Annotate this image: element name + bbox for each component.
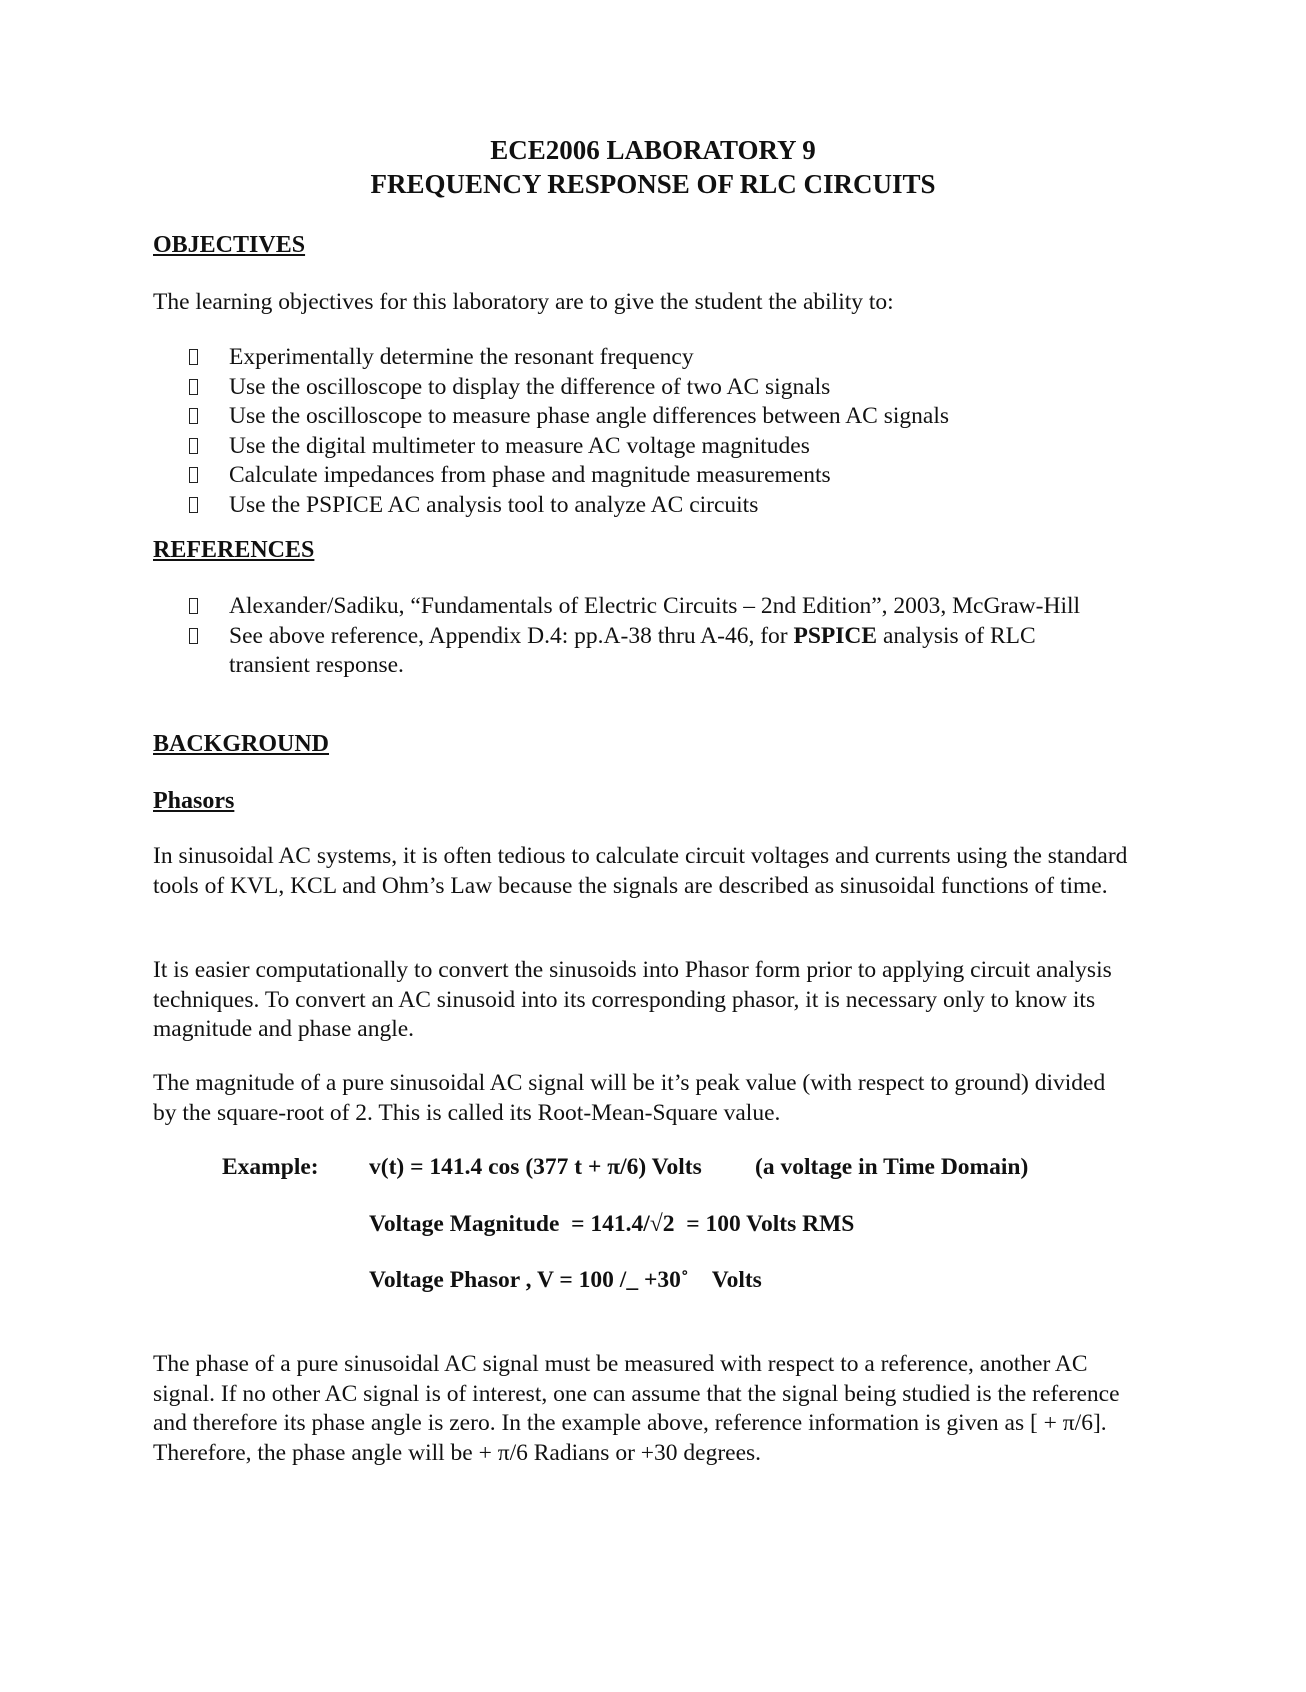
bullet-box-icon xyxy=(189,408,198,424)
list-item: Calculate impedances from phase and magnitude measurements xyxy=(187,461,1127,491)
references-list xyxy=(187,592,1087,681)
paragraph-1: In sinusoidal AC systems, it is often tedious to calculate circuit voltages and currents using the standard tools of KVL, KCL and Ohm’s Law because the signals are described as sinusoidal functions of time. xyxy=(153,843,1128,899)
voltage-magnitude-line: Voltage Magnitude = 141.4/√2 = 100 Volts RMS xyxy=(369,1211,855,1237)
title-line-1: ECE2006 LABORATORY 9 xyxy=(490,135,816,165)
references-heading: REFERENCES xyxy=(153,537,315,563)
example-label: Example: xyxy=(222,1154,319,1180)
paragraph-4: The phase of a pure sinusoidal AC signal must be measured with respect to a reference, another AC signal. If no other AC signal is of interest, one can assume that the signal being studied is the reference and therefore its phase angle is zero. In the example above, reference information is given as [ + π/6]. Therefore, the phase angle will be + π/6 Radians or +30 degrees. xyxy=(153,1351,1120,1466)
bullet-box-icon xyxy=(189,628,198,644)
list-item: See above reference, Appendix D.4: pp.A-38 thru A-46, for PSPICE analysis of RLC transient response. xyxy=(187,622,1087,681)
phasors-subheading: Phasors xyxy=(153,788,235,814)
bullet-box-icon xyxy=(189,438,198,454)
bullet-box-icon xyxy=(189,467,198,483)
objectives-list xyxy=(187,343,1127,520)
bullet-box-icon xyxy=(189,598,198,614)
bullet-box-icon xyxy=(189,497,198,513)
list-item: Alexander/Sadiku, “Fundamentals of Electric Circuits – 2nd Edition”, 2003, McGraw-Hill xyxy=(187,592,1087,622)
list-item: Experimentally determine the resonant frequency xyxy=(187,343,1127,373)
voltage-phasor-line: Voltage Phasor , V = 100 /_ +30˚ Volts xyxy=(369,1267,762,1293)
list-item: Use the oscilloscope to measure phase angle differences between AC signals xyxy=(187,402,1127,432)
list-item: Use the digital multimeter to measure AC voltage magnitudes xyxy=(187,432,1127,462)
list-item: Use the PSPICE AC analysis tool to analyze AC circuits xyxy=(187,491,1127,521)
list-item: Use the oscilloscope to display the difference of two AC signals xyxy=(187,373,1127,403)
background-heading: BACKGROUND xyxy=(153,731,330,757)
bullet-box-icon xyxy=(189,349,198,365)
objectives-heading: OBJECTIVES xyxy=(153,232,306,258)
example-equation: v(t) = 141.4 cos (377 t + π/6) Volts xyxy=(369,1154,702,1180)
paragraph-3: The magnitude of a pure sinusoidal AC signal will be it’s peak value (with respect to ground) divided by the square-root of 2. This is called its Root-Mean-Square value. xyxy=(153,1070,1106,1126)
objectives-intro: The learning objectives for this laboratory are to give the student the ability to: xyxy=(153,289,894,315)
paragraph-2: It is easier computationally to convert the sinusoids into Phasor form prior to applying circuit analysis techniques. To convert an AC sinusoid into its corresponding phasor, it is necessary only to know its magnitude and phase angle. xyxy=(153,957,1112,1042)
example-note: (a voltage in Time Domain) xyxy=(755,1154,1029,1180)
title-line-2: FREQUENCY RESPONSE OF RLC CIRCUITS xyxy=(370,169,936,199)
bullet-box-icon xyxy=(189,379,198,395)
